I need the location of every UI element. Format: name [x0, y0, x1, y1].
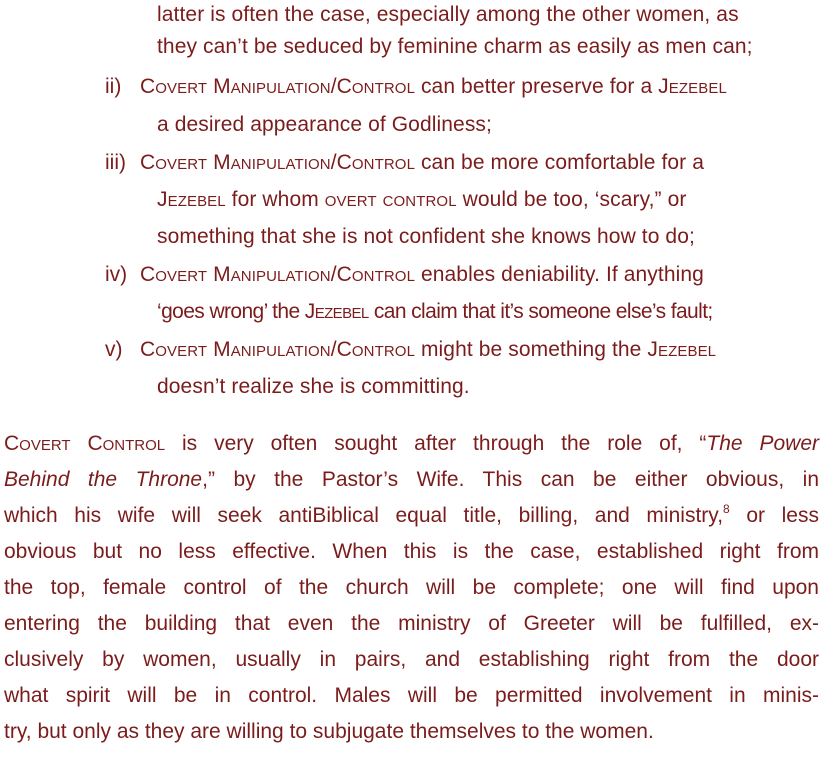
- list-item-line: [157, 184, 686, 216]
- list-item-text: enables deniability. If anything: [415, 263, 704, 286]
- paragraph-line: the top, female control of the church will be complete; one will find upon: [4, 576, 819, 599]
- list-continuation-line: they can’t be seduced by feminine charm as easily as men can;: [157, 35, 753, 58]
- paragraph-line: clusively by women, usually in pairs, and establishing right from the door: [4, 648, 819, 671]
- list-item-number: iii): [105, 151, 126, 174]
- small-caps-text: Covert Manipulation/Control: [140, 263, 416, 286]
- small-caps-text: Jezebel: [658, 75, 727, 98]
- list-item-line: doesn’t realize she is committing.: [157, 375, 470, 398]
- paragraph-line: [4, 464, 819, 496]
- small-caps-text: Covert Manipulation/Control: [140, 75, 416, 98]
- list-item-text: for whom: [225, 188, 325, 211]
- small-caps-text: Jezebel: [304, 300, 369, 323]
- list-item-line: [157, 296, 713, 328]
- list-item-number: v): [105, 338, 123, 361]
- paragraph-line: entering the building that even the ministry of Greeter will be fulfilled, ex-: [4, 612, 819, 635]
- list-item-line: [140, 147, 704, 179]
- paragraph-line: [4, 500, 819, 532]
- paragraph-line: what spirit will be in control. Males will be permitted involvement in minis-: [4, 684, 819, 707]
- list-item-text: can better preserve for a: [415, 75, 659, 98]
- list-item-text: would be too, ‘scary,” or: [456, 188, 687, 211]
- small-caps-text: Covert Control: [4, 432, 166, 455]
- paragraph-line: obvious but no less effective. When this is the case, established right from: [4, 540, 819, 563]
- small-caps-text: Jezebel: [157, 188, 226, 211]
- list-item-text: can be more comfortable for a: [415, 151, 704, 174]
- paragraph-text: which his wife will seek antiBiblical equal title, billing, and ministry,: [4, 504, 724, 527]
- small-caps-text: Covert Manipulation/Control: [140, 151, 416, 174]
- list-item-line: [140, 71, 727, 103]
- small-caps-text: Jezebel: [647, 338, 717, 361]
- paragraph-text: is very often sought after through the role of, “: [165, 432, 707, 455]
- list-continuation-line: latter is often the case, especially among the other women, as: [157, 3, 739, 26]
- small-caps-text: overt control: [324, 188, 457, 211]
- footnote-marker[interactable]: 8: [723, 502, 730, 516]
- italic-text: Behind the Throne: [4, 468, 203, 491]
- italic-text: The Power: [706, 432, 819, 455]
- list-item-number: ii): [105, 75, 122, 98]
- list-item-line: something that she is not confident she knows how to do;: [157, 225, 695, 248]
- list-item-number: iv): [105, 263, 128, 286]
- paragraph-line: [4, 428, 819, 460]
- list-item-line: a desired appearance of Godliness;: [157, 113, 492, 136]
- small-caps-text: Covert Manipulation/Control: [140, 338, 416, 361]
- list-item-line: [140, 259, 704, 291]
- paragraph-line: try, but only as they are willing to subjugate themselves to the women.: [4, 720, 654, 743]
- list-item-text: ‘goes wrong’ the: [157, 300, 305, 323]
- list-item-line: [140, 334, 716, 366]
- list-item-text: can claim that it’s someone else’s fault;: [368, 300, 713, 323]
- paragraph-text: or less: [729, 504, 819, 527]
- list-item-text: might be something the: [415, 338, 648, 361]
- paragraph-text: ,” by the Pastor’s Wife. This can be either obvious, in: [202, 468, 819, 491]
